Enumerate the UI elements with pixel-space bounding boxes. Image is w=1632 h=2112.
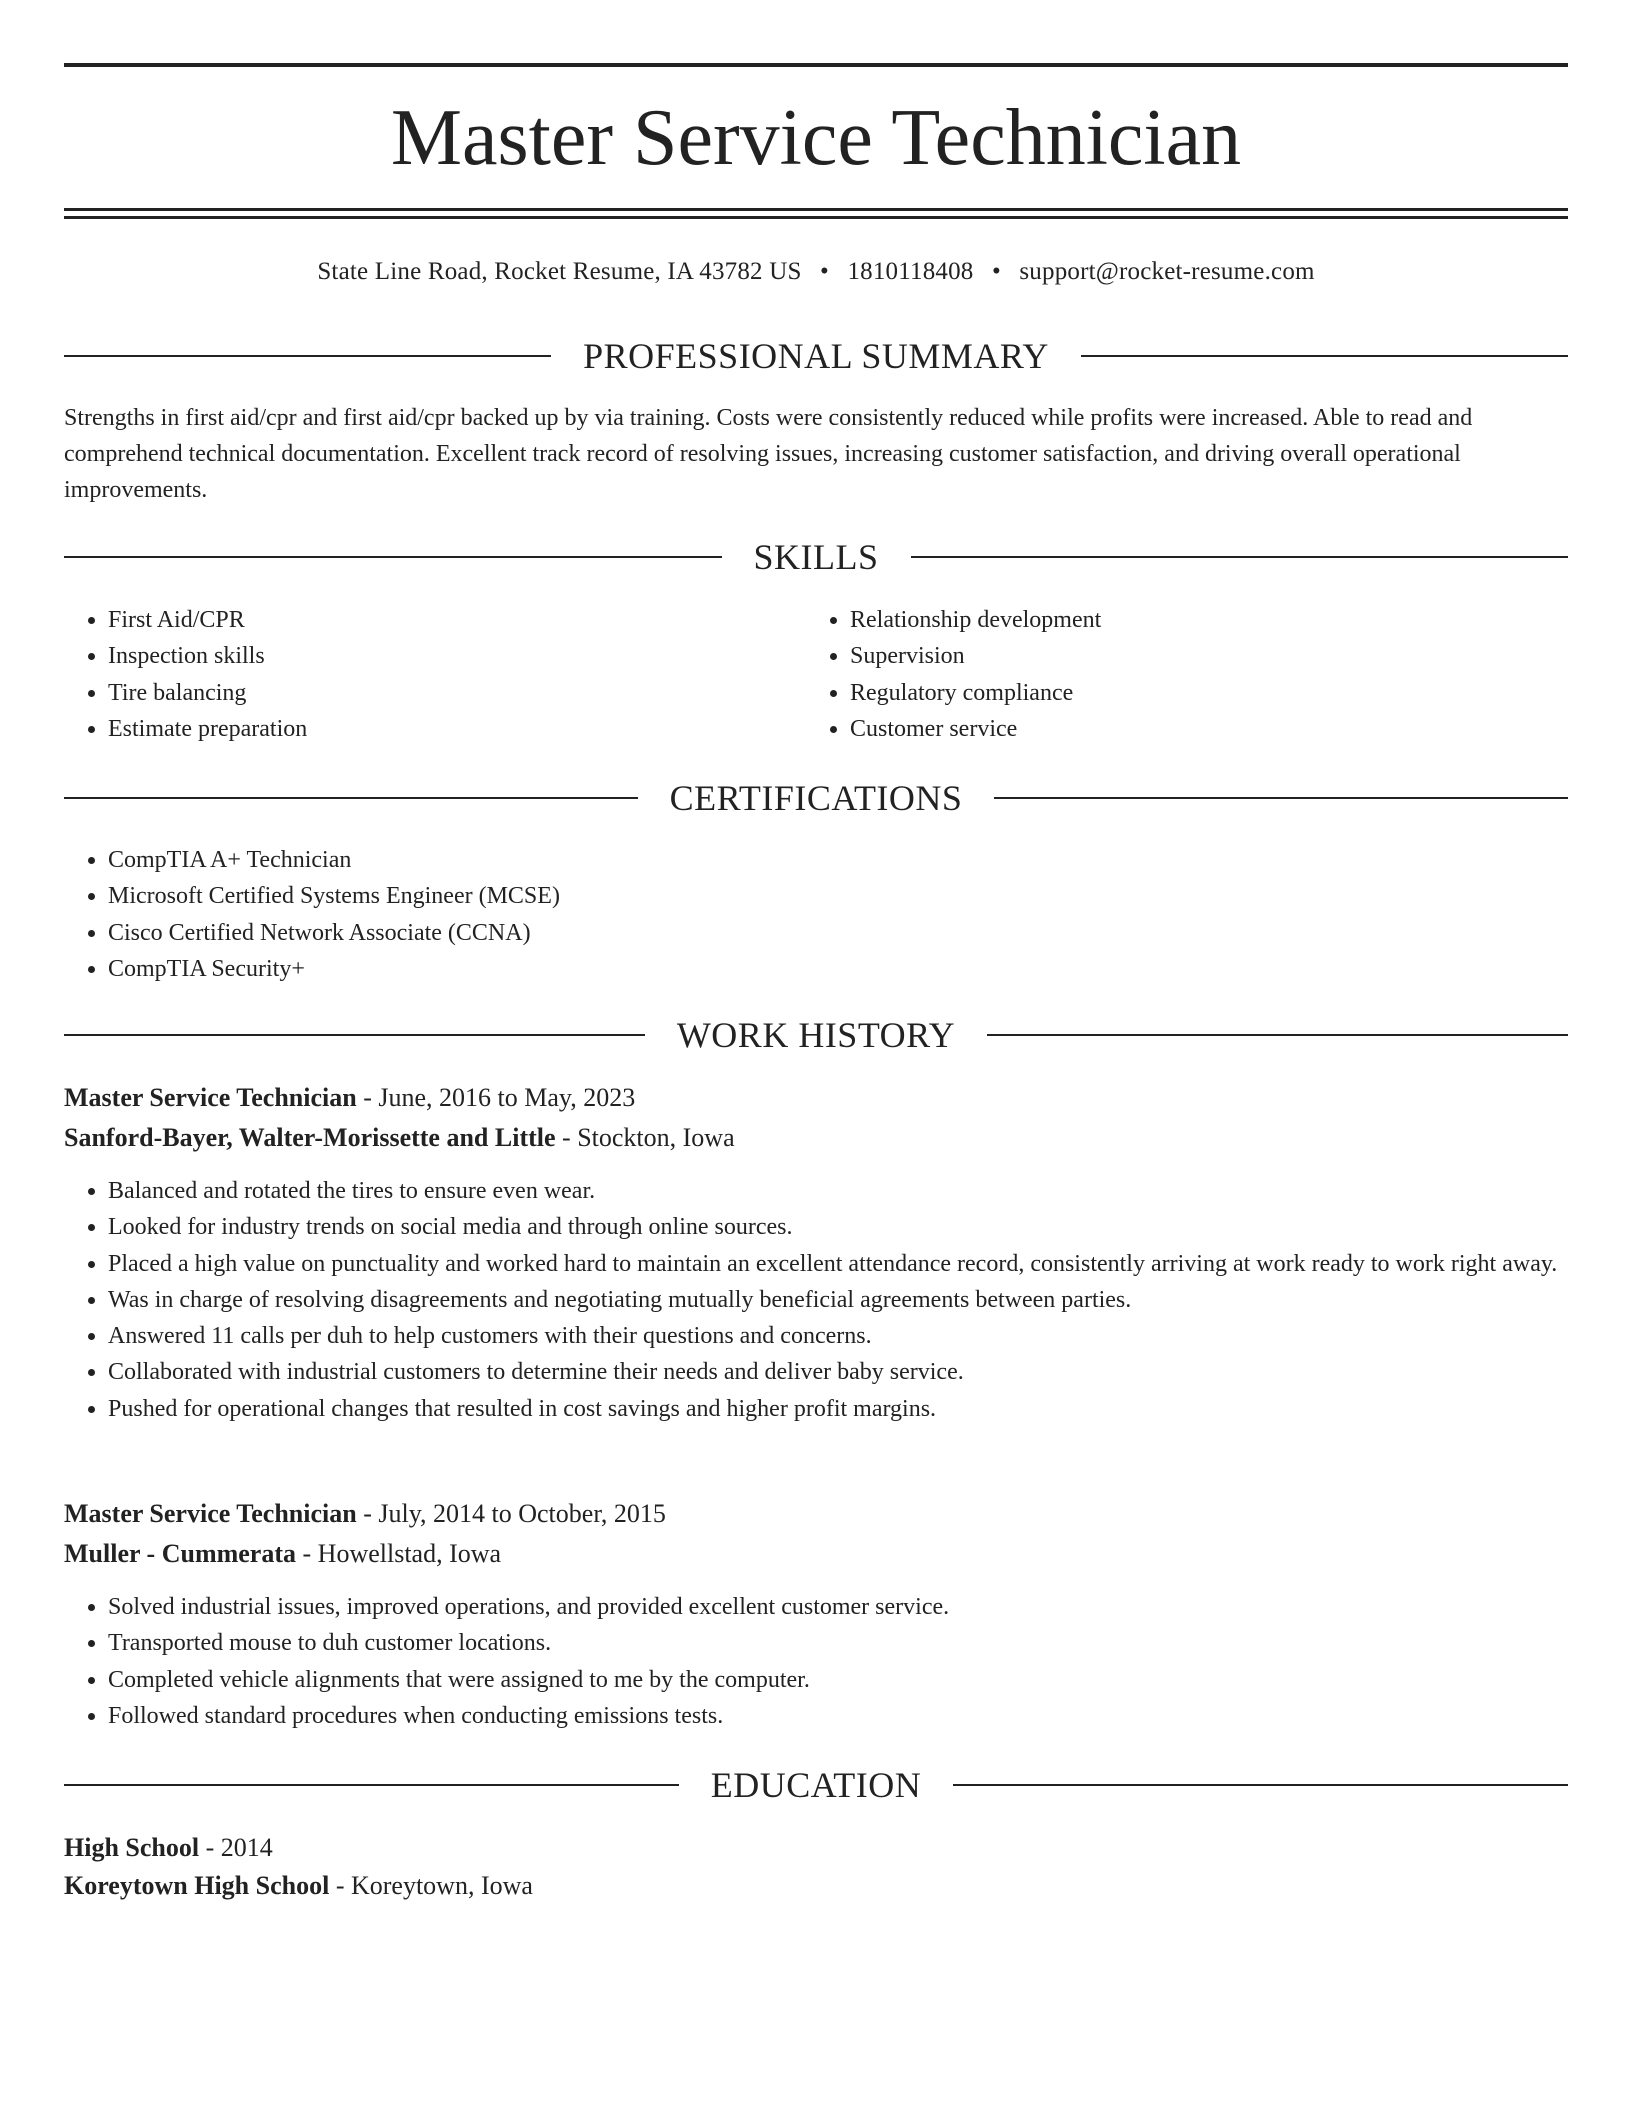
heading-rule-right [953, 1784, 1568, 1786]
job-title-line [64, 1494, 1568, 1534]
list-item: • Cisco Certified Network Associate (CCNA) [108, 915, 1508, 951]
education-degree-line [64, 1828, 1568, 1868]
summary-heading [64, 334, 1568, 378]
education-school: Koreytown High School [64, 1871, 330, 1900]
certifications-heading-text: CERTIFICATIONS [669, 778, 963, 818]
list-item: • Pushed for operational changes that resulted in cost savings and higher profit margins. [108, 1391, 1568, 1427]
list-item: • Looked for industry trends on social media and through online sources. [108, 1209, 1568, 1245]
job-bullets [64, 1173, 1568, 1427]
list-item: • Placed a high value on punctuality and worked hard to maintain an excellent attendance record, consistently arriving at work ready to work right away. [108, 1246, 1568, 1282]
list-item: • Relationship development [850, 602, 1550, 638]
top-rule [64, 63, 1568, 67]
heading-rule-left [64, 355, 551, 357]
list-item: • Was in charge of resolving disagreements and negotiating mutually beneficial agreements between parties. [108, 1282, 1568, 1318]
work-heading [64, 1013, 1568, 1057]
heading-rule-right [994, 797, 1568, 799]
contact-phone: 1810118408 [847, 258, 974, 285]
contact-separator: • [820, 258, 829, 285]
education-degree: High School [64, 1833, 200, 1862]
resume-name: Master Service Technician [390, 94, 1242, 182]
job-dates: - June, 2016 to May, 2023 [356, 1083, 636, 1112]
job-bullets [64, 1589, 1568, 1734]
list-item: • Estimate preparation [108, 711, 808, 747]
job-title: Master Service Technician [64, 1499, 357, 1528]
job-location: - Howellstad, Iowa [296, 1539, 502, 1568]
skills-heading-text: SKILLS [753, 537, 879, 577]
job-company-line [64, 1534, 1568, 1574]
job-title-line [64, 1078, 1568, 1118]
contact-email: support@rocket-resume.com [1019, 258, 1315, 285]
list-item: • Completed vehicle alignments that were assigned to me by the computer. [108, 1662, 1568, 1698]
heading-rule-left [64, 1034, 645, 1036]
list-item: • Balanced and rotated the tires to ensure even wear. [108, 1173, 1568, 1209]
contact-address: State Line Road, Rocket Resume, IA 43782 US [317, 258, 802, 285]
job-company-line [64, 1118, 1568, 1158]
list-item: • First Aid/CPR [108, 602, 808, 638]
heading-rule-right [911, 556, 1569, 558]
list-item: • Microsoft Certified Systems Engineer (MCSE) [108, 878, 1508, 914]
list-item: • Transported mouse to duh customer locations. [108, 1625, 1568, 1661]
name-underline-2 [64, 216, 1568, 219]
job-company: Sanford-Bayer, Walter-Morissette and Little [64, 1123, 556, 1152]
work-heading-text: WORK HISTORY [676, 1015, 956, 1055]
list-item: • Followed standard procedures when conducting emissions tests. [108, 1698, 1568, 1734]
education-heading-text: EDUCATION [710, 1765, 922, 1805]
contact-line [64, 255, 1568, 289]
name-underline-1 [64, 208, 1568, 211]
heading-rule-right [987, 1034, 1568, 1036]
list-item: • CompTIA Security+ [108, 951, 1508, 987]
list-item: • Regulatory compliance [850, 675, 1550, 711]
education-location: - Koreytown, Iowa [329, 1871, 533, 1900]
heading-rule-left [64, 1784, 679, 1786]
heading-rule-left [64, 797, 638, 799]
summary-heading-text: PROFESSIONAL SUMMARY [583, 336, 1049, 376]
education-year: - 2014 [199, 1833, 273, 1862]
job-dates: - July, 2014 to October, 2015 [356, 1499, 666, 1528]
contact-separator: • [991, 258, 1001, 285]
job-company: Muller - Cummerata [64, 1539, 297, 1568]
education-heading [64, 1763, 1568, 1807]
skills-list-right [806, 602, 1550, 747]
certifications-heading [64, 776, 1568, 820]
certifications-list [64, 842, 1508, 987]
list-item: • Customer service [850, 711, 1550, 747]
list-item: • Tire balancing [108, 675, 808, 711]
heading-rule-right [1081, 355, 1568, 357]
job-title: Master Service Technician [64, 1083, 357, 1112]
heading-rule-left [64, 556, 722, 558]
list-item: • Solved industrial issues, improved operations, and provided excellent customer service. [108, 1589, 1568, 1625]
list-item: • Supervision [850, 638, 1550, 674]
list-item: • Inspection skills [108, 638, 808, 674]
skills-heading [64, 535, 1568, 579]
skills-list-left [64, 602, 808, 747]
summary-text: Strengths in first aid/cpr and first aid/cpr backed up by via training. Costs were consistently reduced while profits were increased. Able to read and comprehend technical documentation. Excellent track record of resolving issues, increasing customer satisfaction, and driving overall operational improvements. [64, 405, 1473, 503]
list-item: • Collaborated with industrial customers to determine their needs and deliver baby service. [108, 1354, 1568, 1390]
list-item: • Answered 11 calls per duh to help customers with their questions and concerns. [108, 1318, 1568, 1354]
job-location: - Stockton, Iowa [555, 1123, 735, 1152]
education-school-line [64, 1866, 1568, 1906]
list-item: • CompTIA A+ Technician [108, 842, 1508, 878]
